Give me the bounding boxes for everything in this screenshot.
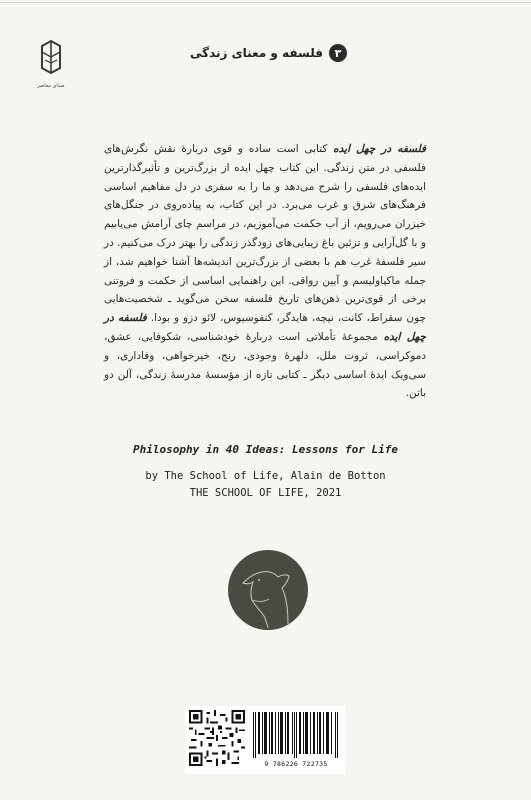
barcode-panel	[185, 706, 345, 774]
horse-emblem	[228, 550, 308, 630]
original-publisher: THE SCHOOL OF LIFE, 2021	[189, 487, 342, 499]
description-text-part-2: مجموعهٔ تأملاتی است دربارهٔ خودشناسی، شکوفایی، عشق، دموکراسی، ثروت ملل، دلهرهٔ وجودی، رنج، خیرخواهی، وفاداری، و سی‌ویک ایدهٔ اساسی دیگر ـ کتابی تازه از مؤسسهٔ مدرسهٔ زندگی، آلن دو باتن.	[104, 330, 426, 400]
description-paragraph	[104, 140, 426, 403]
book-title-emphasis: فلسفه در چهل ایده	[333, 143, 426, 155]
original-title: Philosophy in 40 Ideas: Lessons for Life	[133, 443, 398, 456]
book-stack-icon	[36, 38, 66, 78]
book-title-emphasis-2: فلسفه در چهل ایده	[104, 312, 426, 343]
isbn-number: 9 786226 722735	[264, 760, 328, 768]
qr-code-icon	[189, 710, 245, 766]
series-title: فلسفه و معنای زندگی	[190, 46, 323, 60]
top-border	[0, 2, 531, 3]
publisher-logo	[36, 38, 66, 96]
series-number-badge: ۳	[329, 44, 347, 62]
horse-head-icon	[228, 550, 308, 630]
original-author: by The School of Life, Alain de Botton	[145, 470, 386, 482]
barcode-icon	[251, 712, 341, 758]
publisher-logo-text: صدای معاصر	[37, 83, 65, 89]
series-header	[190, 42, 347, 64]
description-text-part-1: کتابی است ساده و قوی دربارهٔ نقش نگرش‌های فلسفی در متن زندگی. این کتاب چهل ایده از بزرگ‌ترین و تأثیرگذارترین ایده‌های فلسفی را شرح می‌دهد و ما را به سفری در دل مفاهیم اساسی فرهنگ‌های شرق و غرب می‌برد. در این کتاب، به پیاده‌روی در جنگل‌های خیزران می‌رویم، از آب حکمت می‌آموزیم، در مراسم چای آرامش می‌یابیم و با گل‌آرایی و تزئین باغ زیبایی‌های زودگذر زندگی را بهتر درک می‌کنیم. در سیر فلسفهٔ غرب هم با بعضی از بزرگ‌ترین اندیشه‌ها آشنا خواهیم شد، از جمله ماکیاولیسم و آیین رواقی. این راهنمایی اساسی از حکمت و فروتنی برخی از قوی‌ترین ذهن‌های تاریخ فلسفه سخن می‌گوید ـ شخصیت‌هایی چون سقراط، کانت، نیچه، هایدگر، کنفوسیوس، لائو دزو و بودا.	[104, 143, 426, 325]
